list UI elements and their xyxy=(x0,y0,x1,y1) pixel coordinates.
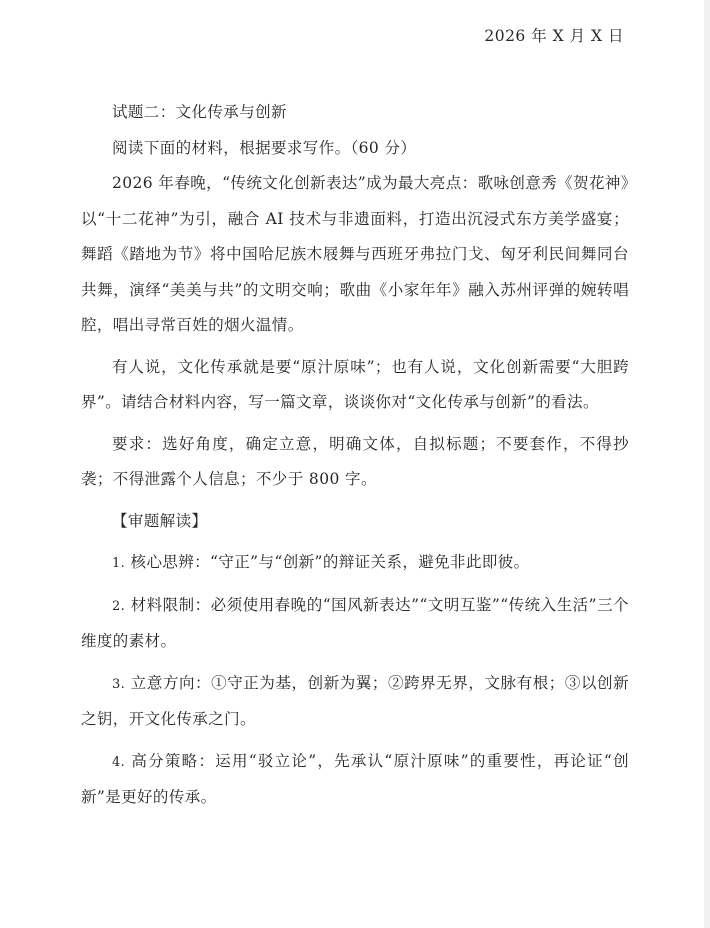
analysis-heading: 【审题解读】 xyxy=(112,511,208,530)
analysis-item-number: 4. xyxy=(112,754,126,770)
date-line: 2026 年 X 月 X 日 xyxy=(484,27,624,45)
analysis-item-text: 立意方向：①守正为基，创新为翼；②跨界无界，文脉有根；③以创新之钥，开文化传承之门。 xyxy=(81,673,630,728)
question-title: 试题二：文化传承与创新 xyxy=(112,103,287,121)
analysis-item xyxy=(81,545,629,582)
requirements-paragraph: 要求：选好角度，确定立意，明确文体，自拟标题；不要套作，不得抄袭；不得泄露个人信息；不少于 800 字。 xyxy=(81,434,629,488)
analysis-item xyxy=(81,666,629,738)
document-body xyxy=(81,95,629,816)
analysis-item-number: 1. xyxy=(112,556,126,571)
prompt-paragraph: 有人说，文化传承就是要“原汁原味”；也有人说，文化创新需要“大胆跨界”。请结合材料内容，写一篇文章，谈谈你对“文化传承与创新”的看法。 xyxy=(81,357,629,411)
instruction-text: 阅读下面的材料，根据要求写作。（60 分） xyxy=(112,138,417,157)
material-paragraph: 2026 年春晚，“传统文化创新表达”成为最大亮点：歌咏创意秀《贺花神》以“十二花神”为引，融合 AI 技术与非遗面料，打造出沉浸式东方美学盛宴；舞蹈《踏地为节》将中国哈尼族木屐舞与西班牙弗拉门戈、匈牙利民间舞同台共舞，演绎“美美与共”的文明交响；歌曲《小家年年》融入苏州评弹的婉转唱腔，唱出寻常百姓的烟火温情。 xyxy=(81,174,629,334)
analysis-item xyxy=(81,588,629,660)
analysis-item-text: 核心思辨：“守正”与“创新”的辩证关系，避免非此即彼。 xyxy=(130,553,530,571)
analysis-item-number: 2. xyxy=(112,598,126,614)
vertical-scrollbar[interactable] xyxy=(704,0,710,928)
analysis-item-text: 高分策略：运用“驳立论”，先承认“原汁原味”的重要性，再论证“创新”是更好的传承。 xyxy=(81,751,629,806)
analysis-item-text: 材料限制：必须使用春晚的“国风新表达”“文明互鉴”“传统入生活”三个维度的素材。 xyxy=(81,595,629,650)
analysis-item xyxy=(81,744,629,816)
analysis-item-number: 3. xyxy=(112,676,126,692)
